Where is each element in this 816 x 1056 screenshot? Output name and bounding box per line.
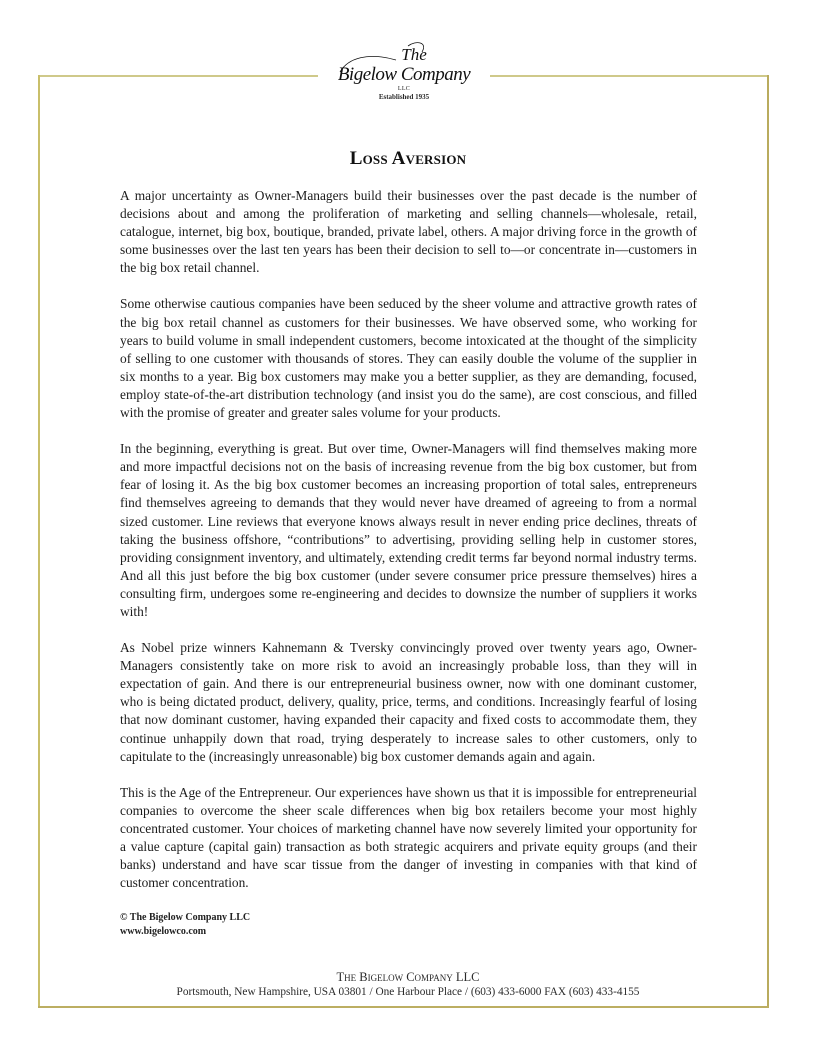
copyright-block: [120, 911, 250, 939]
paragraph-3: In the beginning, everything is great. But over time, Owner-Managers will find themselves making more and more impactful decisions not on the basis of increasing revenue from the big box customer, but from fear of losing it. As the big box customer becomes an increasing proportion of total sales, entrepreneurs find themselves agreeing to demands that they would never have dreamed of agreeing to from a normal sized customer. Line reviews that everyone knows always result in never ending price declines, threats of taking the business offshore, “contributions” to advertising, providing selling help in customer stores, providing consignment inventory, and ultimately, extending credit terms far beyond normal industry terms. And all this just before the big box customer (under severe consumer price pressure themselves) hires a consulting firm, undergoes some re-engineering and decides to downsize the number of suppliers it works with!: [120, 441, 697, 619]
paragraph-1: A major uncertainty as Owner-Managers build their businesses over the past decade is the number of decisions about and among the proliferation of marketing and selling channels—wholesale, retail, catalogue, internet, big box, boutique, branded, private label, others. A major driving force in the growth of some businesses over the last ten years has been their decision to sell to—or concentrate in—customers in the big box retail channel.: [120, 188, 697, 276]
letterhead-footer: [0, 970, 816, 1000]
paragraph-2: Some otherwise cautious companies have been seduced by the sheer volume and attractive growth rates of the big box retail channel as customers for their businesses. We have observed some, who working for years to build volume in small independent customers, become intoxicated at the thought of the simplicity of selling to one customer with thousands of stores. They can easily double the volume of the supplier in six months to a year. Big box customers may make you a better supplier, as they are demanding, focused, employ state-of-the-art distribution technology (and insist you do the same), are cost conscious, and filled with the promise of greater and greater sales volume for your products.: [120, 296, 697, 421]
page-title: Loss Aversion: [349, 148, 467, 169]
logo-established: Established 1935: [378, 93, 430, 101]
footer-address: Portsmouth, New Hampshire, USA 03801 / One Harbour Place / (603) 433-6000 FAX (603) 433-4155: [176, 986, 640, 998]
frame-top-left-rule: [38, 75, 318, 77]
logo-llc: LLC: [397, 86, 411, 92]
bigelow-script-logo-icon: [318, 38, 490, 88]
footer-company-name: The Bigelow Company LLC: [336, 970, 480, 984]
website-link[interactable]: www.bigelowco.com: [120, 926, 207, 937]
frame-bottom-rule: [38, 1006, 769, 1008]
svg-text:Bigelow Company: Bigelow Company: [337, 64, 471, 85]
paragraph-5: This is the Age of the Entrepreneur. Our experiences have shown us that it is impossible for entrepreneurial companies to overcome the sheer scale differences when big box retailers become your most highly concentrated customer. Your choices of marketing channel have now severely limited your opportunity for a value capture (capital gain) transaction as both strategic acquirers and private equity groups (and their banks) understand and have scar tissue from the danger of investing in companies with that kind of customer concentration.: [120, 784, 697, 891]
paragraph-4: As Nobel prize winners Kahnemann & Tversky convincingly proved over twenty years ago, Owner-Managers consistently take on more risk to avoid an increasingly probable loss, than they will in expectation of gain. And there is our entrepreneurial business owner, now with one dominant customer, who is being dictated product, delivery, quality, price, terms, and conditions. Increasingly fearful of losing that now dominant customer, having expanded their capacity and fixed costs to accommodate them, they continue unhappily down that road, trying desperately to increase sales to other customers, only to capitulate to the (increasingly unreasonable) big box customer demands again and again.: [120, 640, 697, 764]
company-logo: [318, 38, 490, 104]
svg-text:The: The: [401, 45, 427, 64]
document-body: [120, 187, 697, 910]
frame-top-right-rule: [490, 75, 769, 77]
copyright-text: © The Bigelow Company LLC: [120, 912, 251, 923]
frame-right-rule: [767, 75, 769, 1008]
frame-left-rule: [38, 75, 40, 1008]
